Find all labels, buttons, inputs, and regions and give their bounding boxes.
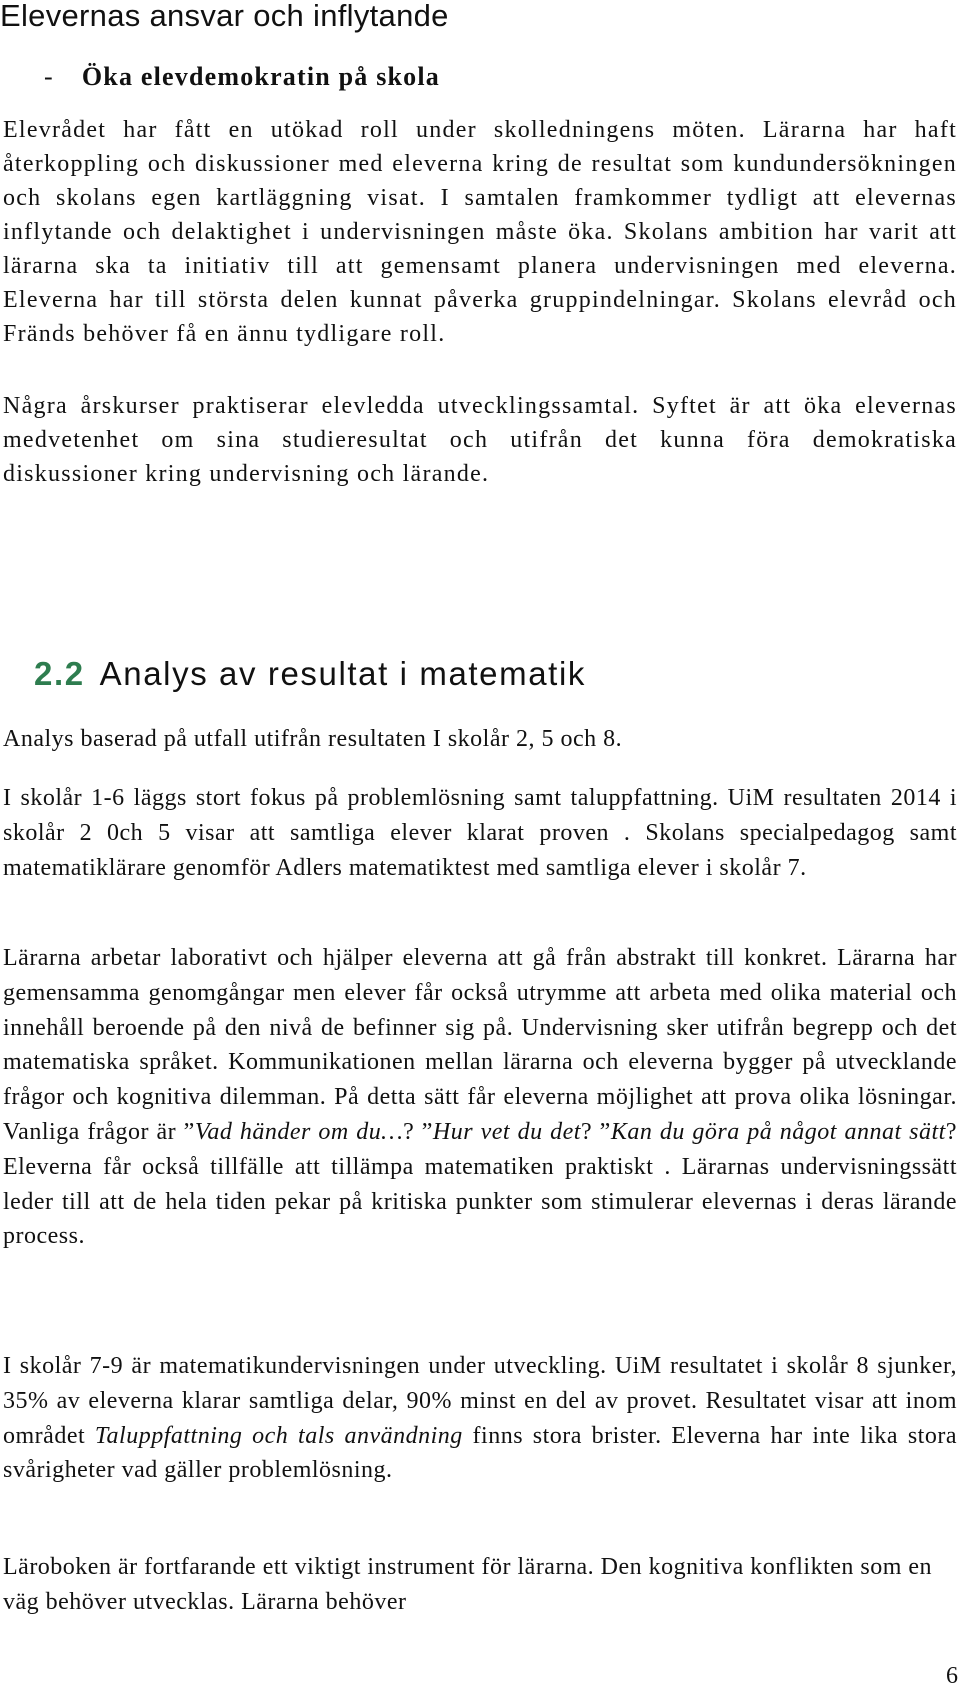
subheading-text: Öka elevdemokratin på skola [81, 62, 441, 91]
lab-text-1: Lärarna arbetar laborativt och hjälper eleverna att gå från abstrakt till konkret. Lärarna har gemensamma genomgångar men elever får också utrymme att arbeta med olika material och innehåll beroende på den nivå de befinner sig på. Undervisning sker utifrån begrepp och det matematiska språket. Kommunikationen mellan lärarna och eleverna bygger på utvecklande frågor och kognitiva dilemman. På detta sätt får eleverna möjlighet att prova olika lösningar. Vanliga frågor är ” [3, 945, 957, 1145]
subheading-dash: - [44, 62, 54, 91]
lab-question-1: Vad händer om du… [194, 1118, 404, 1145]
section-number: 2.2 [34, 655, 85, 692]
paragraph-elevradet: Elevrådet har fått en utökad roll under skolledningens möten. Lärarna har haft återkoppling och diskussioner med eleverna kring de resultat som kundundersökningen och skolans egen kartläggning visat. I samtalen framkommer tydligt att elevernas inflytande och delaktighet i undervisningen måste öka. Skolans ambition har varit att lärarna ska ta initiativ till att gemensamt planera undervisningen med eleverna. Eleverna har till största delen kunnat påverka gruppindelningar. Skolans elevråd och Fränds behöver få en ännu tydligare roll. [3, 117, 957, 347]
paragraph-skolar-7-9 [3, 1349, 957, 1525]
section-title: Analys av resultat i matematik [99, 655, 586, 692]
lab-question-2: Hur vet du det [432, 1118, 581, 1145]
grade79-text-1: I skolår 7-9 är matematikundervisningen under utveckling. UiM resultatet i skolår 8 sjunker, 35% av eleverna klarar samtliga delar, 90% minst en del av provet. Resultatet visar att inom området [3, 1353, 957, 1449]
page-title: Elevernas ansvar och inflytande [0, 0, 449, 33]
lab-separator-2: ? ” [580, 1118, 611, 1145]
lab-text-2: ? Eleverna får också tillfälle att tillämpa matematiken praktiskt . Lärarnas undervisningssätt leder till att de hela tiden pekar på kritiska punkter som stimulerar elevernas i deras lärande process. [3, 1118, 957, 1250]
grade79-italic: Taluppfattning och tals användning [94, 1422, 463, 1449]
page-number: 6 [946, 1663, 958, 1689]
paragraph-utvecklingssamtal: Några årskurser praktiserar elevledda utvecklingssamtal. Syftet är att öka elevernas medvetenhet om sina studieresultat och utifrån det kunna föra demokratiska diskussioner kring undervisning och lärande. [3, 393, 957, 487]
paragraph-analysis-basis: Analys baserad på utfall utifrån resultaten I skolår 2, 5 och 8. [3, 726, 623, 752]
paragraph-laborativt [3, 941, 957, 1323]
subheading [44, 60, 440, 94]
lab-question-3: Kan du göra på något annat sätt [610, 1118, 946, 1145]
grade79-text-2: finns stora brister. Eleverna har inte lika stora svårigheter vad gäller problemlösning. [3, 1422, 957, 1484]
lab-separator-1: ? ” [403, 1118, 433, 1145]
paragraph-skolar-1-6: I skolår 1-6 läggs stort fokus på problemlösning samt taluppfattning. UiM resultaten 2014 i skolår 2 0ch 5 visar att samtliga elever klarat proven . Skolans specialpedagog samt matematiklärare genomför Adlers matematiktest med samtliga elever i skolår 7. [3, 785, 957, 881]
section-heading [34, 654, 586, 694]
paragraph-laroboken: Läroboken är fortfarande ett viktigt instrument för lärarna. Den kognitiva konflikten som en väg behöver utvecklas. Lärarna behöver [3, 1554, 933, 1615]
